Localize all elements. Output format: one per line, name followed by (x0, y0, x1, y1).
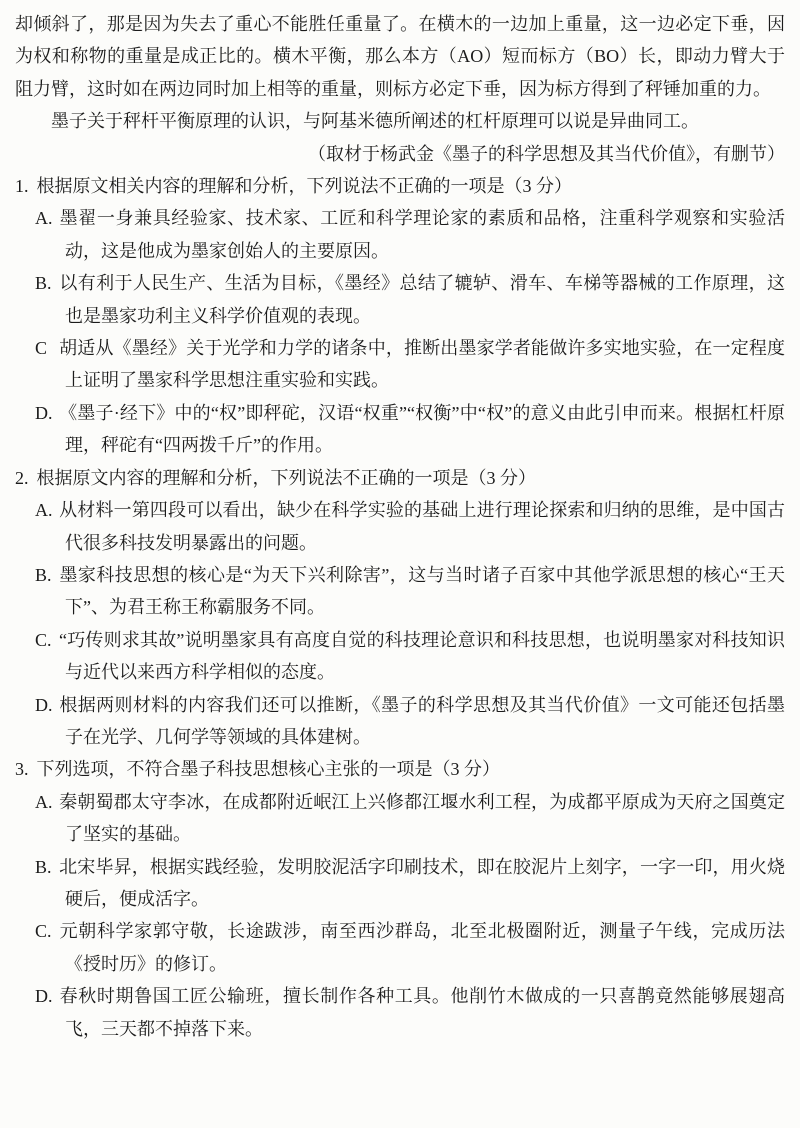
question-3-option-a (35, 786, 785, 851)
option-label: C (35, 338, 48, 359)
option-text: 墨翟一身兼具经验家、技术家、工匠和科学理论家的素质和品格，注重科学观察和实验活动，这是他成为墨家创始人的主要原因。 (59, 208, 785, 261)
question-3-option-d (35, 980, 785, 1045)
option-text: 墨家科技思想的核心是“为天下兴利除害”，这与当时诸子百家中其他学派思想的核心“王天下”、为君王称王称霸服务不同。 (59, 564, 785, 618)
option-label: A. (35, 500, 53, 521)
option-label: B. (35, 273, 52, 294)
question-3-option-b (35, 851, 785, 916)
question-2-stem (15, 462, 785, 494)
question-stem-text: 根据原文相关内容的理解和分析，下列说法不正确的一项是（3 分） (36, 176, 572, 197)
question-3-option-c (35, 915, 785, 980)
question-1-option-a (35, 202, 785, 267)
option-label: C. (35, 629, 52, 650)
option-label: C. (35, 921, 52, 942)
question-number: 3. (15, 759, 29, 780)
question-stem-text: 下列选项，不符合墨子科技思想核心主张的一项是（3 分） (36, 759, 500, 780)
option-text: “巧传则求其故”说明墨家具有高度自觉的科技理论意识和科技思想，也说明墨家对科技知识与近代以来西方科学相似的态度。 (59, 629, 785, 683)
option-text: 元朝科学家郭守敬，长途跋涉，南至西沙群岛，北至北极圈附近，测量子午线，完成历法《授时历》的修订。 (59, 921, 785, 974)
option-text: 秦朝蜀郡太守李冰，在成都附近岷江上兴修都江堰水利工程，为成都平原成为天府之国奠定了坚实的基础。 (59, 791, 785, 845)
option-text: 北宋毕昇，根据实践经验，发明胶泥活字印刷技术，即在胶泥片上刻字，一字一印，用火烧硬后，便成活字。 (59, 856, 785, 909)
question-2-option-b (35, 559, 785, 624)
question-1 (15, 170, 785, 462)
option-label: D. (35, 402, 53, 423)
option-text: 胡适从《墨经》关于光学和力学的诸条中，推断出墨家学者能做许多实地实验，在一定程度上证明了墨家科学思想注重实验和实践。 (59, 338, 785, 391)
option-text: 《墨子·经下》中的“权”即秤砣，汉语“权重”“权衡”中“权”的意义由此引申而来。根据杠杆原理，秤砣有“四两拨千斤”的作用。 (59, 402, 785, 456)
option-label: A. (35, 791, 53, 812)
option-label: B. (35, 564, 52, 585)
option-label: D. (35, 986, 53, 1007)
question-1-option-d (35, 397, 785, 462)
option-text: 根据两则材料的内容我们还可以推断，《墨子的科学思想及其当代价值》一文可能还包括墨子在光学、几何学等领域的具体建树。 (59, 694, 785, 747)
question-1-stem (15, 170, 785, 202)
question-2-option-c (35, 624, 785, 689)
option-label: D. (35, 694, 53, 715)
question-number: 1. (15, 176, 29, 197)
option-label: B. (35, 856, 52, 877)
option-text: 春秋时期鲁国工匠公输班，擅长制作各种工具。他削竹木做成的一只喜鹊竟然能够展翅高飞，三天都不掉落下来。 (59, 986, 785, 1039)
intro-paragraph: 却倾斜了，那是因为失去了重心不能胜任重量了。在横木的一边加上重量，这一边必定下垂，因为权和称物的重量是成正比的。横木平衡，那么本方（AO）短而标方（BO）长，即动力臂大于阻力臂，这时如在两边同时加上相等的重量，则标方必定下垂，因为标方得到了秤锤加重的力。 (15, 14, 785, 99)
question-2-option-d (35, 689, 785, 754)
option-text: 从材料一第四段可以看出，缺少在科学实验的基础上进行理论探索和归纳的思维，是中国古代很多科技发明暴露出的问题。 (59, 500, 785, 553)
option-text: 以有利于人民生产、生活为目标，《墨经》总结了辘轳、滑车、车梯等器械的工作原理，这也是墨家功利主义科学价值观的表现。 (59, 273, 785, 326)
summary-paragraph: 墨子关于秤杆平衡原理的认识，与阿基米德所阐述的杠杆原理可以说是异曲同工。 (51, 111, 699, 132)
question-stem-text: 根据原文内容的理解和分析，下列说法不正确的一项是（3 分） (36, 467, 536, 488)
question-2 (15, 462, 785, 754)
attribution-line: （取材于杨武金《墨子的科学思想及其当代价值》，有删节） (308, 143, 785, 164)
question-1-option-b (35, 267, 785, 332)
question-2-option-a (35, 494, 785, 559)
question-1-option-c (35, 332, 785, 397)
question-number: 2. (15, 467, 29, 488)
question-3 (15, 753, 785, 1045)
question-3-stem (15, 753, 785, 785)
option-label: A. (35, 208, 53, 229)
